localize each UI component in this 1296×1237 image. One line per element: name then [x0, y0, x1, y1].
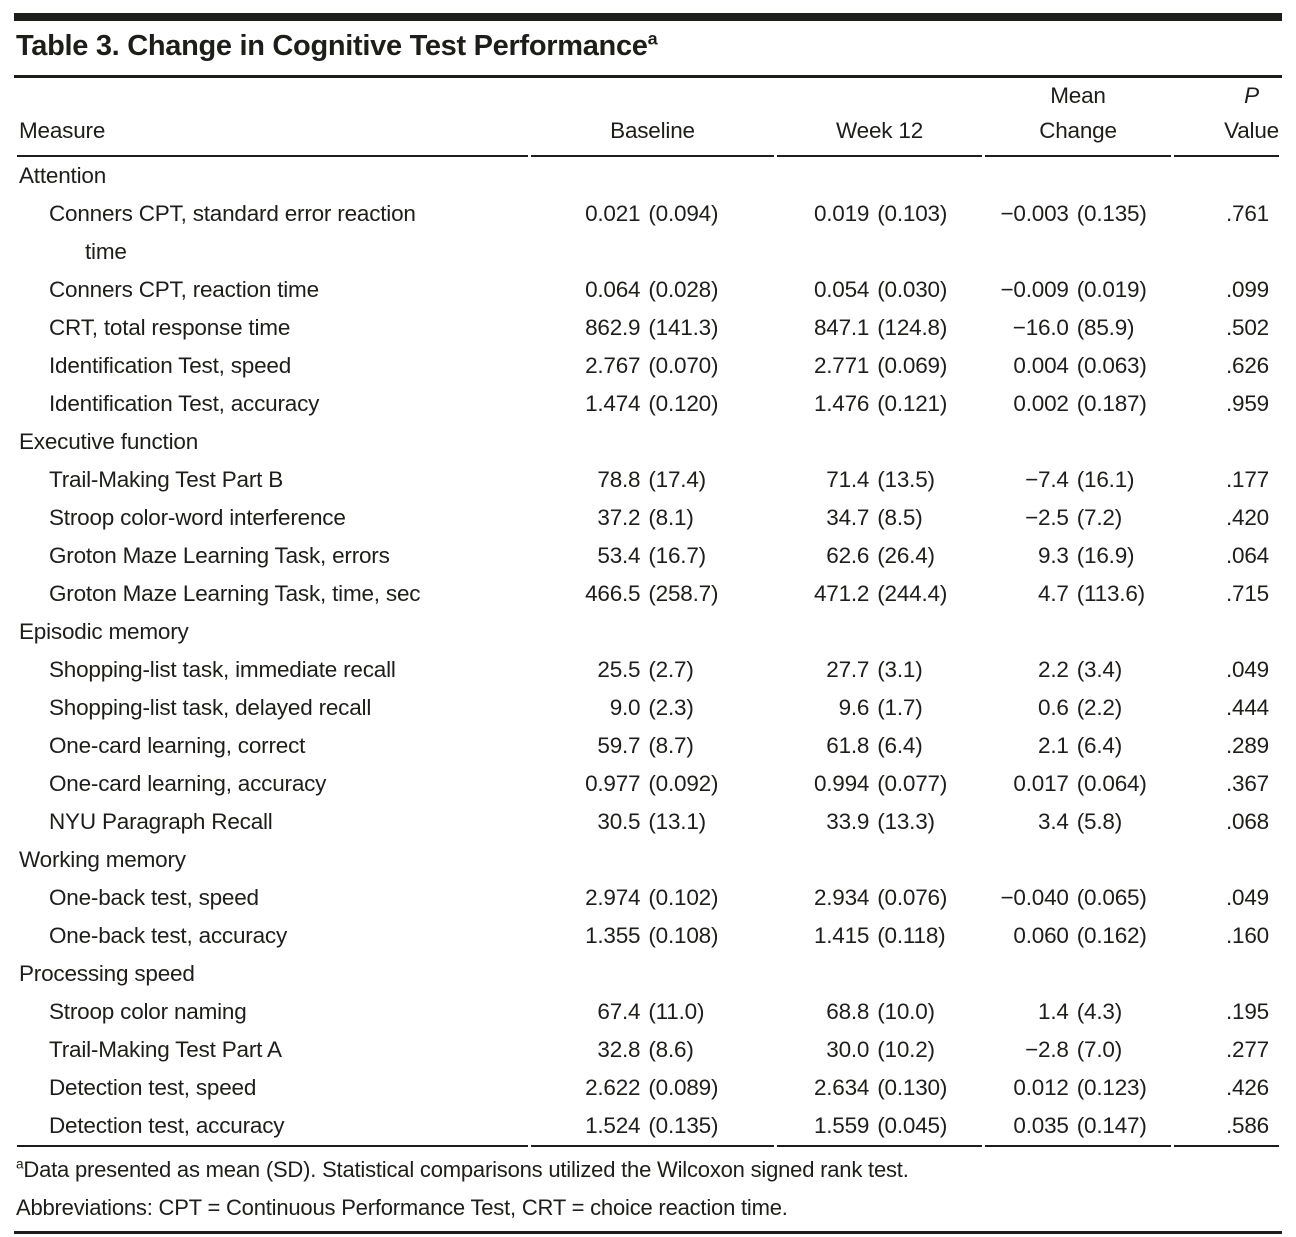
sd-value: (0.063) — [1076, 353, 1147, 378]
mean-value: −0.003 — [1000, 201, 1069, 226]
week12-cell — [777, 271, 982, 309]
section-label: Episodic memory — [19, 619, 189, 644]
sd-value: (0.092) — [648, 771, 719, 796]
mean-value: 0.004 — [1013, 353, 1069, 378]
measure-cell — [17, 347, 528, 385]
sd-value: (16.1) — [1076, 467, 1135, 492]
table-row — [17, 575, 1279, 613]
table-row — [17, 765, 1279, 803]
p-value-cell: .049 — [1226, 885, 1269, 910]
measure-label: Identification Test, speed — [49, 353, 292, 378]
p-value-cell: .502 — [1226, 315, 1269, 340]
baseline-cell — [531, 689, 774, 727]
baseline-cell — [531, 803, 774, 841]
sd-value: (0.108) — [648, 923, 719, 948]
sd-value: (0.102) — [648, 885, 719, 910]
p-value-cell: .367 — [1226, 771, 1269, 796]
sd-value: (2.2) — [1076, 695, 1122, 720]
p-value-header-stack — [1224, 78, 1279, 148]
sd-value: (8.1) — [648, 505, 694, 530]
mean-change-cell — [985, 879, 1170, 917]
sd-value: (0.118) — [877, 923, 946, 948]
week12-cell — [777, 765, 982, 803]
mean-change-cell — [985, 195, 1170, 271]
measure-label: Stroop color-word interference — [49, 505, 346, 530]
table-row — [17, 537, 1279, 575]
mean-value: 2.622 — [585, 1075, 641, 1100]
mean-value: 59.7 — [597, 733, 641, 758]
mean-value: −0.009 — [1000, 277, 1069, 302]
p-value-cell: .177 — [1226, 467, 1269, 492]
mean-value: 27.7 — [826, 657, 870, 682]
measure-cell — [17, 309, 528, 347]
mean-change-cell — [985, 461, 1170, 499]
table-row — [17, 347, 1279, 385]
sd-value: (13.3) — [877, 809, 935, 834]
mean-change-cell — [985, 651, 1170, 689]
week12-cell — [777, 689, 982, 727]
table-row — [17, 309, 1279, 347]
table-row — [17, 993, 1279, 1031]
mean-value: 2.767 — [585, 353, 641, 378]
mean-value: 847.1 — [813, 315, 870, 340]
mean-value: 3.4 — [1038, 809, 1069, 834]
baseline-cell — [531, 461, 774, 499]
measure-label: Shopping-list task, immediate recall — [49, 657, 396, 682]
mean-value: 53.4 — [597, 543, 641, 568]
mean-value: 471.2 — [813, 581, 870, 606]
measure-cell — [17, 879, 528, 917]
mean-change-cell — [985, 309, 1170, 347]
sd-value: (0.065) — [1076, 885, 1147, 910]
mean-value: −0.040 — [1000, 885, 1069, 910]
section-label: Attention — [19, 163, 107, 188]
sd-value: (0.030) — [877, 277, 948, 302]
week12-cell — [777, 499, 982, 537]
table-row — [17, 879, 1279, 917]
measure-cell — [17, 195, 528, 271]
mean-value: 30.5 — [597, 809, 641, 834]
p-value-cell: .099 — [1226, 277, 1269, 302]
mean-value: 0.002 — [1013, 391, 1069, 416]
p-header-italic: P — [1244, 83, 1259, 108]
footnote-superscript: a — [16, 1156, 24, 1172]
measure-label: One-card learning, correct — [49, 733, 306, 758]
table-title-text: Table 3. Change in Cognitive Test Performance — [16, 30, 648, 62]
week12-cell — [777, 461, 982, 499]
sd-value: (8.6) — [648, 1037, 694, 1062]
sd-value: (3.1) — [877, 657, 923, 682]
sd-value: (0.045) — [877, 1113, 948, 1138]
p-value-cell: .586 — [1174, 1107, 1279, 1147]
mean-change-cell — [985, 993, 1170, 1031]
footnote-line-2: Abbreviations: CPT = Continuous Performance Test, CRT = choice reaction time. — [16, 1195, 788, 1220]
table-row — [17, 803, 1279, 841]
mean-value: 1.474 — [585, 391, 641, 416]
sd-value: (0.135) — [1076, 201, 1147, 226]
mean-value: 2.1 — [1038, 733, 1069, 758]
week12-cell — [777, 309, 982, 347]
measure-label: One-back test, speed — [49, 885, 259, 910]
p-value-cell: .959 — [1226, 391, 1269, 416]
p-value-cell: .195 — [1226, 999, 1269, 1024]
measure-label: Identification Test, accuracy — [49, 391, 320, 416]
table-row — [17, 651, 1279, 689]
sd-value: (16.9) — [1076, 543, 1135, 568]
section-row — [17, 841, 1279, 879]
mean-change-cell — [985, 727, 1170, 765]
sd-value: (5.8) — [1076, 809, 1122, 834]
sd-value: (0.076) — [877, 885, 948, 910]
baseline-cell — [531, 271, 774, 309]
mean-value: 0.019 — [813, 201, 870, 226]
baseline-cell — [531, 993, 774, 1031]
p-value-cell: .049 — [1226, 657, 1269, 682]
mean-value: 68.8 — [826, 999, 870, 1024]
p-value-cell: .420 — [1226, 505, 1269, 530]
week12-cell — [777, 1069, 982, 1107]
baseline-cell — [531, 765, 774, 803]
cognitive-test-table — [14, 78, 1282, 1147]
mean-change-cell — [985, 765, 1170, 803]
mean-change-header-line2: Change — [1039, 118, 1117, 143]
measure-label: CRT, total response time — [49, 315, 291, 340]
p-value-cell: .715 — [1226, 581, 1269, 606]
p-value-cell: .277 — [1226, 1037, 1269, 1062]
sd-value: (1.7) — [877, 695, 923, 720]
sd-value: (0.028) — [648, 277, 719, 302]
mean-value: 9.0 — [609, 695, 641, 720]
measure-cell — [17, 385, 528, 423]
baseline-cell — [531, 385, 774, 423]
table-row — [17, 1031, 1279, 1069]
sd-value: (6.4) — [877, 733, 923, 758]
p-value-cell: .626 — [1226, 353, 1269, 378]
section-row — [17, 423, 1279, 461]
mean-value: 2.634 — [813, 1075, 870, 1100]
mean-value: 37.2 — [597, 505, 641, 530]
measure-cell — [17, 689, 528, 727]
baseline-cell — [531, 309, 774, 347]
mean-value: 1.415 — [813, 923, 870, 948]
mean-value: 25.5 — [597, 657, 641, 682]
sd-value: (16.7) — [648, 543, 706, 568]
mean-value: 0.017 — [1013, 771, 1069, 796]
measure-label: NYU Paragraph Recall — [49, 809, 273, 834]
table-row — [17, 271, 1279, 309]
sd-value: (10.2) — [877, 1037, 935, 1062]
measure-cell — [17, 1031, 528, 1069]
mean-value: 1.476 — [813, 391, 870, 416]
mean-value: 62.6 — [826, 543, 870, 568]
measure-cell — [17, 499, 528, 537]
sd-value: (0.064) — [1076, 771, 1147, 796]
section-label: Processing speed — [19, 961, 195, 986]
bottom-rule — [14, 1231, 1282, 1234]
mean-change-header-line1: Mean — [1050, 83, 1106, 108]
section-label: Working memory — [19, 847, 186, 872]
measure-cell — [17, 993, 528, 1031]
section-row — [17, 955, 1279, 993]
col-header-baseline: Baseline — [531, 78, 774, 157]
sd-value: (26.4) — [877, 543, 935, 568]
mean-value: 0.054 — [813, 277, 870, 302]
p-value-cell: .426 — [1226, 1075, 1269, 1100]
sd-value: (0.121) — [877, 391, 948, 416]
week12-cell — [777, 385, 982, 423]
measure-cell — [17, 537, 528, 575]
mean-value: 71.4 — [826, 467, 870, 492]
week12-cell — [777, 917, 982, 955]
mean-change-header-stack — [1039, 78, 1117, 148]
mean-value: 0.064 — [585, 277, 641, 302]
sd-value: (258.7) — [648, 581, 719, 606]
week12-cell — [777, 879, 982, 917]
mean-value: 0.035 — [1013, 1113, 1069, 1138]
sd-value: (0.162) — [1076, 923, 1147, 948]
p-value-cell: .064 — [1226, 543, 1269, 568]
sd-value: (0.069) — [877, 353, 948, 378]
measure-label: One-back test, accuracy — [49, 923, 288, 948]
mean-change-cell — [985, 347, 1170, 385]
sd-value: (0.019) — [1076, 277, 1147, 302]
measure-cell — [17, 575, 528, 613]
mean-value: 2.934 — [813, 885, 870, 910]
measure-cell — [17, 271, 528, 309]
table-header — [17, 78, 1279, 157]
measure-label-wrap: time — [85, 239, 127, 264]
p-value-cell: .761 — [1226, 201, 1269, 226]
sd-value: (8.5) — [877, 505, 923, 530]
measure-label: Trail-Making Test Part B — [49, 467, 284, 492]
measure-label: Trail-Making Test Part A — [49, 1037, 282, 1062]
mean-value: 33.9 — [826, 809, 870, 834]
sd-value: (124.8) — [877, 315, 948, 340]
mean-value: 30.0 — [826, 1037, 870, 1062]
mean-change-cell — [985, 499, 1170, 537]
baseline-cell — [531, 1031, 774, 1069]
sd-value: (2.3) — [648, 695, 694, 720]
week12-cell — [777, 727, 982, 765]
measure-cell — [17, 765, 528, 803]
sd-value: (7.0) — [1076, 1037, 1122, 1062]
sd-value: (10.0) — [877, 999, 935, 1024]
measure-label: Conners CPT, reaction time — [49, 277, 319, 302]
col-header-mean-change — [985, 78, 1170, 157]
sd-value: (4.3) — [1076, 999, 1122, 1024]
table-title-superscript: a — [647, 28, 658, 49]
measure-cell — [17, 917, 528, 955]
baseline-cell — [531, 575, 774, 613]
mean-value: 466.5 — [585, 581, 641, 606]
week12-cell — [777, 993, 982, 1031]
section-row — [17, 157, 1279, 195]
week12-cell — [777, 537, 982, 575]
sd-value: (17.4) — [648, 467, 706, 492]
top-bar-divider — [14, 13, 1282, 21]
measure-cell — [17, 803, 528, 841]
sd-value: (11.0) — [648, 999, 705, 1024]
baseline-cell — [531, 727, 774, 765]
section-row — [17, 613, 1279, 651]
mean-change-cell — [985, 385, 1170, 423]
measure-label: Groton Maze Learning Task, errors — [49, 543, 390, 568]
measure-cell — [17, 461, 528, 499]
mean-value: 2.771 — [813, 353, 870, 378]
mean-value: 2.974 — [585, 885, 641, 910]
col-header-p-value — [1174, 78, 1279, 157]
mean-change-cell — [985, 271, 1170, 309]
measure-cell — [17, 651, 528, 689]
table-row — [17, 727, 1279, 765]
p-value-cell: .444 — [1226, 695, 1269, 720]
mean-value: −2.8 — [1025, 1037, 1069, 1062]
sd-value: (113.6) — [1076, 581, 1145, 606]
table-row — [17, 195, 1279, 271]
table-row — [17, 917, 1279, 955]
measure-cell — [17, 1069, 528, 1107]
table-row — [17, 461, 1279, 499]
sd-value: (7.2) — [1076, 505, 1122, 530]
week12-cell — [777, 651, 982, 689]
mean-change-cell — [985, 1031, 1170, 1069]
week12-cell — [777, 1031, 982, 1069]
week12-cell — [777, 575, 982, 613]
measure-label: One-card learning, accuracy — [49, 771, 327, 796]
mean-value: 61.8 — [826, 733, 870, 758]
measure-label: Conners CPT, standard error reaction — [49, 201, 416, 226]
week12-cell — [777, 1107, 982, 1147]
mean-value: 67.4 — [597, 999, 641, 1024]
sd-value: (0.120) — [648, 391, 719, 416]
p-value-cell: .289 — [1226, 733, 1269, 758]
table-row — [17, 689, 1279, 727]
sd-value: (8.7) — [648, 733, 694, 758]
measure-cell — [17, 727, 528, 765]
sd-value: (0.103) — [877, 201, 948, 226]
table-body — [17, 157, 1279, 1147]
baseline-cell — [531, 537, 774, 575]
sd-value: (0.094) — [648, 201, 719, 226]
week12-cell — [777, 803, 982, 841]
mean-value: 34.7 — [826, 505, 870, 530]
mean-value: 78.8 — [597, 467, 641, 492]
p-header-value: Value — [1224, 118, 1279, 143]
mean-change-cell — [985, 917, 1170, 955]
table-row — [17, 499, 1279, 537]
sd-value: (0.147) — [1076, 1113, 1147, 1138]
baseline-cell — [531, 1069, 774, 1107]
table-row — [17, 1107, 1279, 1147]
mean-value: 1.524 — [585, 1113, 641, 1138]
sd-value: (2.7) — [648, 657, 694, 682]
measure-label: Stroop color naming — [49, 999, 247, 1024]
footnotes — [14, 1147, 1282, 1231]
section-label: Executive function — [19, 429, 199, 454]
footnote-text-1: Data presented as mean (SD). Statistical comparisons utilized the Wilcoxon signed rank test. — [23, 1157, 909, 1182]
p-value-cell: .068 — [1226, 809, 1269, 834]
baseline-cell — [531, 1107, 774, 1147]
week12-cell — [777, 195, 982, 271]
sd-value: (0.070) — [648, 353, 719, 378]
col-header-measure: Measure — [17, 78, 528, 157]
sd-value: (141.3) — [648, 315, 719, 340]
mean-value: 0.060 — [1013, 923, 1069, 948]
mean-value: 0.021 — [585, 201, 641, 226]
col-header-week12: Week 12 — [777, 78, 982, 157]
sd-value: (0.135) — [648, 1113, 719, 1138]
mean-change-cell — [985, 1069, 1170, 1107]
footnote-line-1 — [16, 1151, 1282, 1189]
mean-value: 1.355 — [585, 923, 641, 948]
baseline-cell — [531, 499, 774, 537]
sd-value: (0.077) — [877, 771, 948, 796]
sd-value: (0.130) — [877, 1075, 948, 1100]
sd-value: (0.123) — [1076, 1075, 1147, 1100]
sd-value: (13.1) — [648, 809, 706, 834]
sd-value: (244.4) — [877, 581, 948, 606]
baseline-cell — [531, 347, 774, 385]
baseline-cell — [531, 651, 774, 689]
baseline-cell — [531, 917, 774, 955]
header-row — [17, 78, 1279, 157]
mean-value: 9.6 — [838, 695, 870, 720]
mean-change-cell — [985, 689, 1170, 727]
mean-value: −2.5 — [1025, 505, 1069, 530]
mean-value: 32.8 — [597, 1037, 641, 1062]
table-row — [17, 1069, 1279, 1107]
week12-cell — [777, 347, 982, 385]
mean-value: 2.2 — [1038, 657, 1069, 682]
measure-cell — [17, 1107, 528, 1147]
mean-value: −16.0 — [1012, 315, 1069, 340]
sd-value: (6.4) — [1076, 733, 1122, 758]
mean-value: 1.4 — [1038, 999, 1069, 1024]
sd-value: (0.089) — [648, 1075, 719, 1100]
mean-value: 0.994 — [813, 771, 870, 796]
mean-value: 1.559 — [813, 1113, 870, 1138]
baseline-cell — [531, 195, 774, 271]
measure-label: Groton Maze Learning Task, time, sec — [49, 581, 421, 606]
mean-value: 862.9 — [585, 315, 641, 340]
mean-value: −7.4 — [1025, 467, 1069, 492]
mean-change-cell — [985, 537, 1170, 575]
table-row — [17, 385, 1279, 423]
mean-value: 0.012 — [1013, 1075, 1069, 1100]
mean-value: 9.3 — [1038, 543, 1069, 568]
sd-value: (13.5) — [877, 467, 935, 492]
sd-value: (85.9) — [1076, 315, 1135, 340]
measure-label: Shopping-list task, delayed recall — [49, 695, 372, 720]
measure-label: Detection test, accuracy — [49, 1113, 285, 1138]
mean-change-cell — [985, 1107, 1170, 1147]
page-title — [16, 29, 1282, 75]
baseline-cell — [531, 879, 774, 917]
mean-change-cell — [985, 803, 1170, 841]
sd-value: (0.187) — [1076, 391, 1147, 416]
mean-value: 4.7 — [1038, 581, 1069, 606]
mean-value: 0.977 — [585, 771, 641, 796]
measure-label: Detection test, speed — [49, 1075, 257, 1100]
mean-change-cell — [985, 575, 1170, 613]
sd-value: (3.4) — [1076, 657, 1122, 682]
mean-value: 0.6 — [1038, 695, 1069, 720]
p-value-cell: .160 — [1226, 923, 1269, 948]
